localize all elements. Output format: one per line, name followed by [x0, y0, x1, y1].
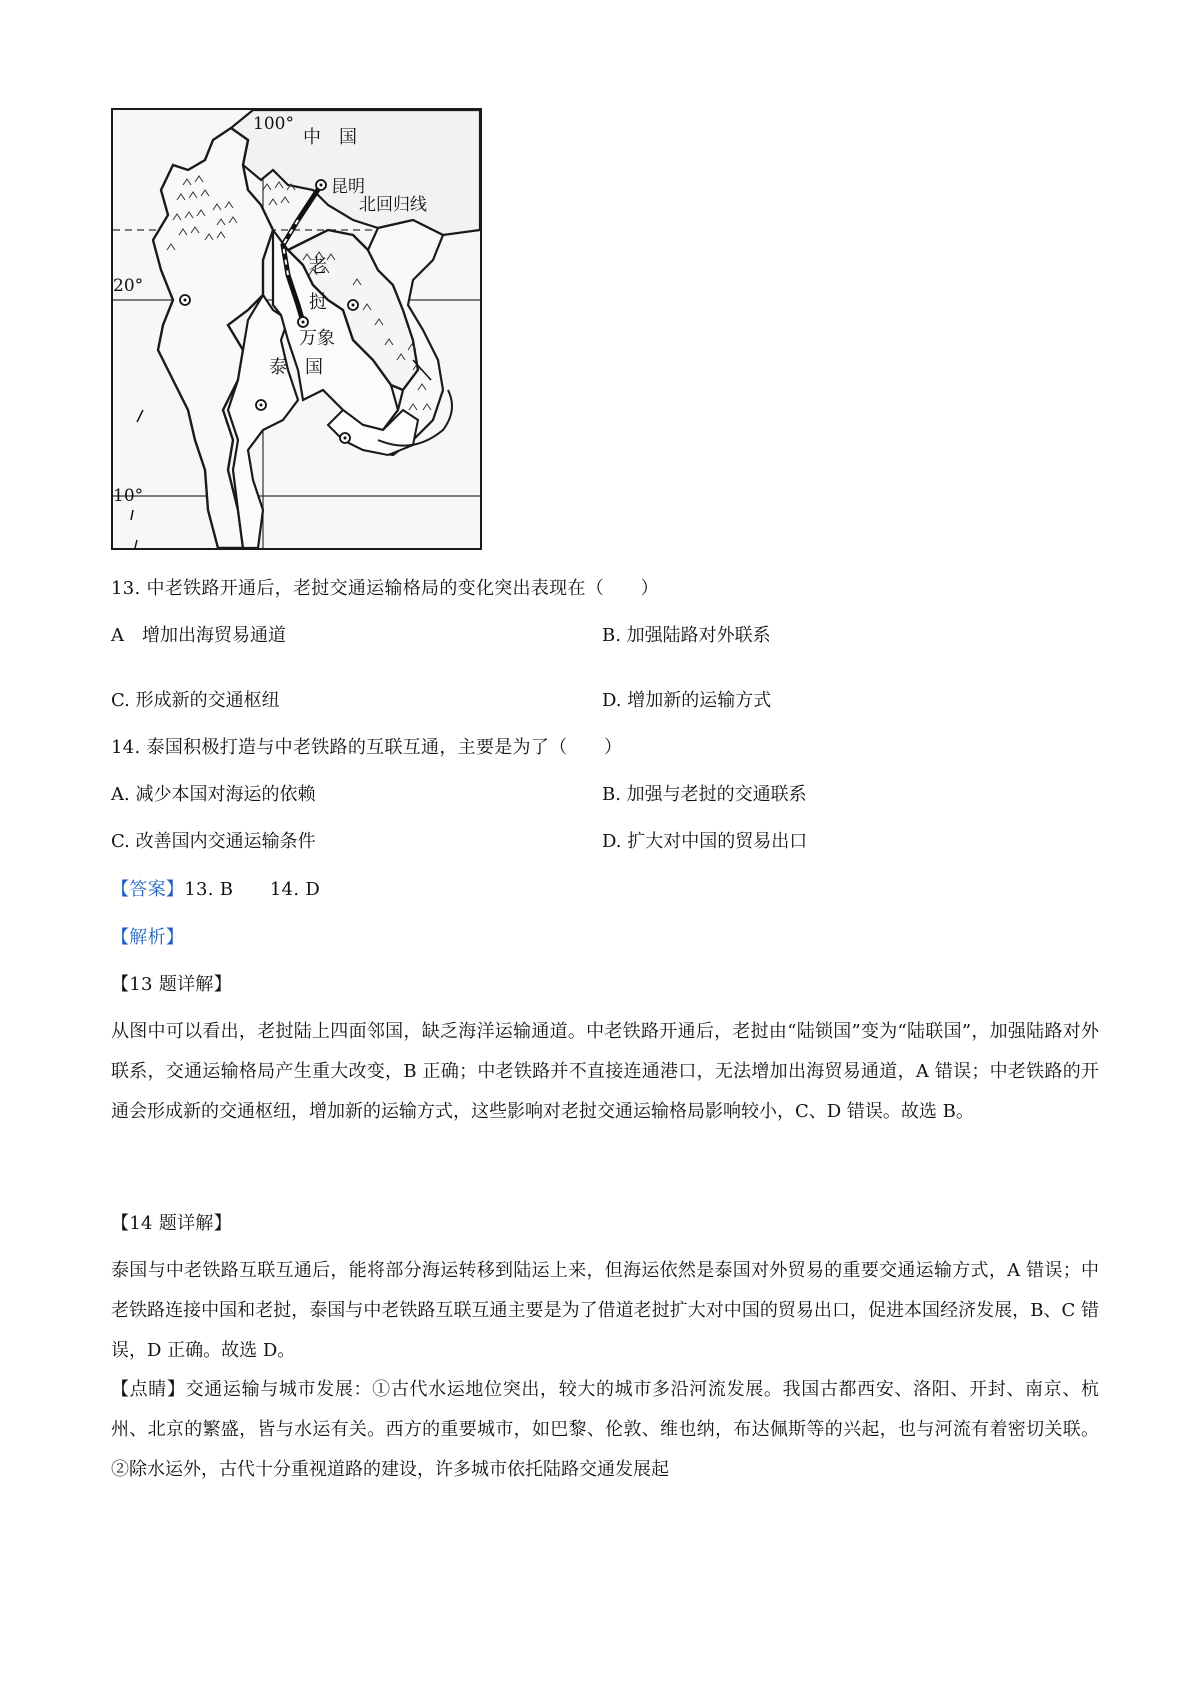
lon-100-label: 100°: [253, 114, 294, 134]
detail13-text: 从图中可以看出，老挝陆上四面邻国，缺乏海洋运输通道。中老铁路开通后，老挝由“陆锁国”变为“陆联国”，加强陆路对外联系，交通运输格局产生重大改变，B 正确；中老铁路并不直接连通港口，无法增加出海贸易通道，A 错误；中老铁路的开通会形成新的交通枢纽，增加新的运输方式，这些影响对老挝交通运输格局影响较小，C、D 错误。故选 B。: [111, 1021, 1099, 1122]
tropic-label: 北回归线: [359, 195, 427, 215]
tip-label: 【点睛】: [111, 1379, 186, 1400]
detail13-label: 【13 题详解】: [111, 974, 233, 995]
detail14-text: 泰国与中老铁路互联互通后，能将部分海运转移到陆运上来，但海运依然是泰国对外贸易的重要交通运输方式，A 错误；中老铁路连接中国和老挝，泰国与中老铁路互联互通主要是为了借道老挝扩大对中国的贸易出口，促进本国经济发展，B、C 错误，D 正确。故选 D。: [111, 1260, 1099, 1361]
vientiane-label: 万象: [299, 328, 335, 349]
tip-paragraph: [111, 1370, 1099, 1490]
answer-text: 13. B 14. D: [184, 879, 321, 900]
map-figure: [111, 108, 482, 550]
q14-stem: 14. 泰国积极打造与中老铁路的互联互通，主要是为了（ ）: [111, 737, 623, 758]
analysis-label: 【解析】: [111, 927, 185, 948]
tip-text: 交通运输与城市发展：①古代水运地位突出，较大的城市多沿河流发展。我国古都西安、洛阳、开封、南京、杭州、北京的繁盛，皆与水运有关。西方的重要城市，如巴黎、伦敦、维也纳，布达佩斯等的兴起，也与河流有着密切关联。②除水运外，古代十分重视道路的建设，许多城市依托陆路交通发展起: [111, 1379, 1100, 1480]
kunming-label: 昆明: [331, 177, 365, 197]
q14-option-b: B. 加强与老挝的交通联系: [602, 784, 807, 805]
china-label: 中 国: [303, 127, 357, 148]
q13-stem: 13. 中老铁路开通后，老挝交通运输格局的变化突出表现在（ ）: [111, 578, 659, 599]
laos-label-1: 老: [309, 256, 327, 277]
thailand-label: 泰 国: [269, 357, 323, 378]
laos-label-2: 挝: [309, 292, 327, 313]
q13-option-d: D. 增加新的运输方式: [602, 690, 772, 711]
lat-20-label: 20°: [113, 276, 144, 296]
q14-option-d: D. 扩大对中国的贸易出口: [602, 831, 808, 852]
q13-option-a: A 增加出海贸易通道: [111, 625, 286, 646]
q14-option-a: A. 减少本国对海运的依赖: [111, 784, 316, 805]
answer-label: 【答案】: [111, 879, 185, 900]
map-svg: [113, 110, 480, 548]
detail14-label: 【14 题详解】: [111, 1213, 233, 1234]
q14-option-c: C. 改善国内交通运输条件: [111, 831, 316, 852]
answer-line: [111, 878, 320, 902]
lat-10-label: 10°: [113, 486, 144, 506]
q13-option-c: C. 形成新的交通枢纽: [111, 690, 280, 711]
q13-option-b: B. 加强陆路对外联系: [602, 625, 771, 646]
